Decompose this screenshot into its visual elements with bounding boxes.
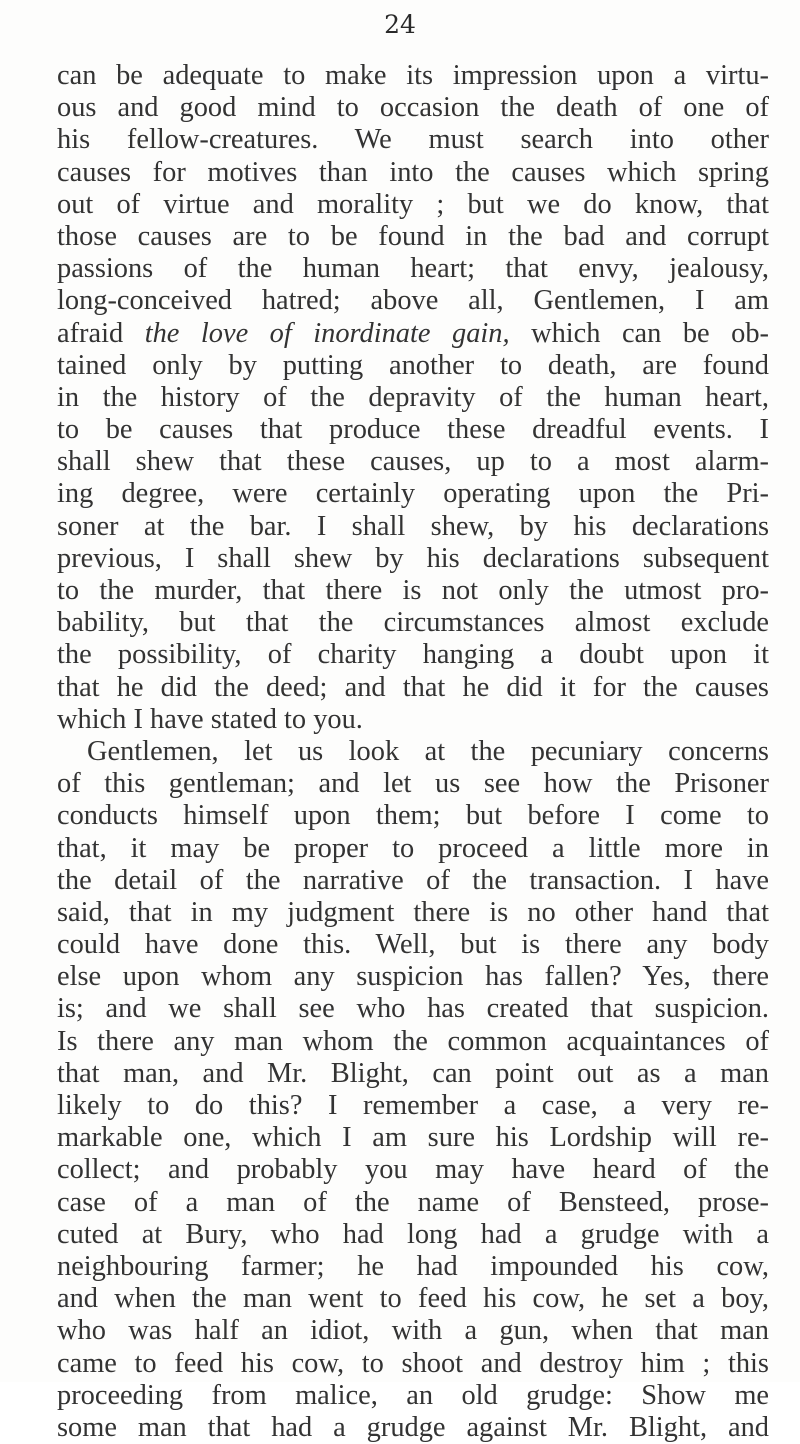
text-line: in the history of the depravity of the human heart, — [57, 381, 769, 413]
text-line: Gentlemen, let us look at the pecuniary concerns — [87, 735, 769, 767]
text-line: previous, I shall shew by his declarations subsequent — [57, 542, 769, 574]
text-segment: which can be ob- — [509, 317, 769, 349]
text-line: case of a man of the name of Bensteed, prose- — [57, 1186, 769, 1218]
text-line: cuted at Bury, who had long had a grudge with a — [57, 1218, 769, 1250]
text-line: causes for motives than into the causes which spring — [57, 156, 769, 188]
text-line: likely to do this? I remember a case, a very re- — [57, 1090, 769, 1121]
text-line: ing degree, were certainly operating upon the Pri- — [57, 478, 769, 510]
text-line: can be adequate to make its impression upon a virtu- — [57, 60, 769, 91]
text-line: tained only by putting another to death, are found — [57, 349, 769, 381]
body-text — [57, 60, 769, 1444]
text-line: the detail of the narrative of the transaction. I have — [57, 864, 769, 896]
text-line: who was half an idiot, with a gun, when that man — [57, 1315, 769, 1347]
text-line: markable one, which I am sure his Lordship will re- — [57, 1122, 769, 1154]
text-line: that man, and Mr. Blight, can point out as a man — [57, 1057, 769, 1089]
text-line: bability, but that the circumstances almost exclude — [57, 607, 769, 639]
text-line: neighbouring farmer; he had impounded his cow, — [57, 1250, 769, 1282]
text-line: could have done this. Well, but is there any body — [57, 929, 769, 961]
text-line: which I have stated to you. — [57, 703, 363, 735]
text-line: that he did the deed; and that he did it for the causes — [57, 671, 769, 703]
text-line: the possibility, of charity hanging a doubt upon it — [57, 639, 769, 671]
text-line: passions of the human heart; that envy, jealousy, — [57, 253, 769, 285]
text-line: ous and good mind to occasion the death of one of — [57, 92, 769, 124]
text-line: his fellow-creatures. We must search into other — [57, 124, 769, 156]
text-line: Is there any man whom the common acquaintances of — [57, 1025, 769, 1057]
text-line: shall shew that these causes, up to a most alarm- — [57, 446, 769, 478]
text-line: of this gentleman; and let us see how the Prisoner — [57, 768, 769, 800]
text-line: came to feed his cow, to shoot and destroy him ; this — [57, 1347, 769, 1379]
page-number: 24 — [384, 10, 416, 39]
text-line: is; and we shall see who has created that suspicion. — [57, 993, 769, 1025]
text-line: some man that had a grudge against Mr. Blight, and — [57, 1411, 769, 1443]
text-line: to the murder, that there is not only the utmost pro- — [57, 575, 769, 606]
text-line: out of virtue and morality ; but we do know, that — [57, 188, 769, 220]
text-line: proceeding from malice, an old grudge: Show me — [57, 1379, 769, 1411]
text-line: collect; and probably you may have heard of the — [57, 1154, 769, 1186]
text-line: long-conceived hatred; above all, Gentlemen, I am — [57, 285, 769, 317]
text-line: to be causes that produce these dreadful events. I — [57, 414, 769, 446]
text-line: that, it may be proper to proceed a little more in — [57, 832, 769, 864]
text-segment: afraid — [57, 317, 145, 349]
text-line: those causes are to be found in the bad and corrupt — [57, 220, 769, 252]
italic-phrase: the love of inordinate gain, — [144, 317, 510, 349]
text-line: and when the man went to feed his cow, he set a boy, — [57, 1283, 769, 1315]
text-line — [57, 318, 769, 350]
text-line: soner at the bar. I shall shew, by his declarations — [57, 510, 769, 542]
text-line: else upon whom any suspicion has fallen? Yes, there — [57, 961, 769, 993]
text-line: conducts himself upon them; but before I come to — [57, 800, 769, 832]
text-line: said, that in my judgment there is no other hand that — [57, 896, 769, 928]
